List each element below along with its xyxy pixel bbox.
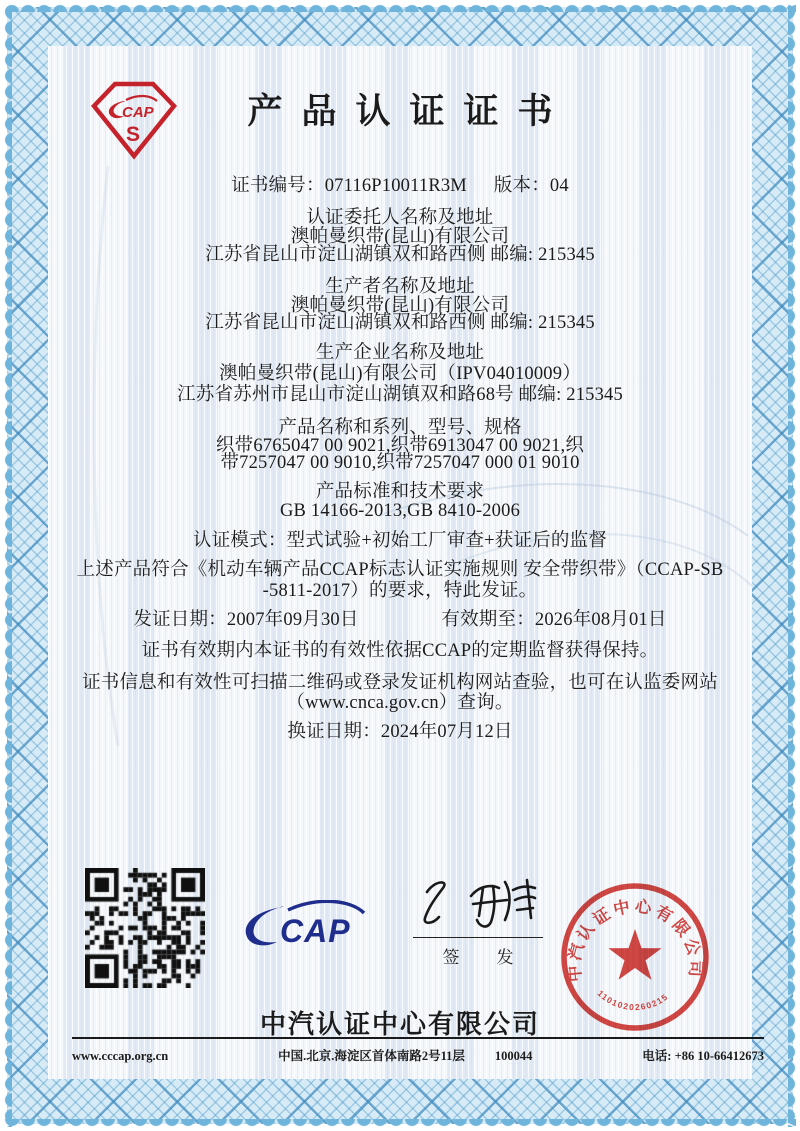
standards-value: GB 14166-2013,GB 8410-2006 xyxy=(279,501,521,521)
border-scallop-bottom xyxy=(4,1119,796,1128)
seal-star xyxy=(608,929,661,980)
product-models-1: 织带6765047 00 9021,织带6913047 00 9021,织 xyxy=(215,436,585,456)
applicant-name: 澳帕曼织带(昆山)有限公司 xyxy=(290,227,510,247)
valid-until: 有效期至：2026年08月01日 xyxy=(441,610,667,630)
company-seal xyxy=(556,877,714,1035)
seal-serial-text: 1101020260215 xyxy=(595,988,671,1013)
ccap-s-diamond-icon xyxy=(88,76,180,162)
version-label: 版本： xyxy=(493,176,550,196)
seal-company-text: 中汽认证中心有限公司 xyxy=(564,896,706,983)
handwritten-signature xyxy=(413,872,553,934)
mark-letter-s: S xyxy=(126,123,141,146)
factory-address: 江苏省苏州市昆山市淀山湖镇双和路68号 邮编: 215345 xyxy=(177,385,623,405)
compliance-line-2: -5811-2017）的要求，特此发证。 xyxy=(262,581,538,601)
certification-mode: 认证模式：型式试验+初始工厂审查+获证后的监督 xyxy=(193,531,607,551)
mini-ccap-text: CAP xyxy=(122,104,154,121)
mini-overline xyxy=(126,96,157,101)
border-scallop-right xyxy=(788,4,797,1127)
issuer-address: 中国.北京.海淀区首体南路2号11层 xyxy=(278,1049,465,1063)
dates-line xyxy=(48,610,752,631)
qr-code xyxy=(85,868,205,988)
footer-divider xyxy=(72,1037,764,1039)
signature-strokes xyxy=(425,880,535,926)
verify-line-2: （www.cnca.gov.cn）查询。 xyxy=(286,693,514,713)
product-models-2: 带7257047 00 9010,织带7257047 000 01 9010 xyxy=(220,453,580,473)
border-scallop-left xyxy=(3,4,12,1127)
product-heading: 产品名称和系列、型号、规格 xyxy=(278,418,522,438)
issuer-postcode: 100044 xyxy=(494,1049,533,1063)
page-title: 产品认证证书 xyxy=(247,92,572,131)
renewal-date: 换证日期：2024年07月12日 xyxy=(287,722,513,742)
logo-overline xyxy=(288,901,364,913)
border-scallop-top xyxy=(4,3,796,12)
factory-name: 澳帕曼织带(昆山)有限公司（IPV04010009） xyxy=(219,364,581,384)
logo-text: CAP xyxy=(280,913,351,949)
producer-name: 澳帕曼织带(昆山)有限公司 xyxy=(290,296,510,316)
issuer-phone: 电话: +86 10-66412673 xyxy=(642,1049,764,1063)
maintenance-note: 证书有效期内本证书的有效性依据CCAP的定期监督获得保持。 xyxy=(141,641,659,661)
ccap-logo xyxy=(236,900,376,952)
logo-swoosh-c xyxy=(246,906,284,945)
compliance-line-1: 上述产品符合《机动车辆产品CCAP标志认证实施规则 安全带织带》（CCAP-SB xyxy=(76,560,724,580)
version-value: 04 xyxy=(549,176,569,196)
issuer-website: www.cccap.org.cn xyxy=(72,1049,169,1063)
issue-date: 发证日期：2007年09月30日 xyxy=(133,610,359,630)
applicant-address: 江苏省昆山市淀山湖镇双和路西侧 邮编: 215345 xyxy=(205,245,595,265)
signature-label: 签 发 xyxy=(442,948,524,967)
factory-heading: 生产企业名称及地址 xyxy=(315,343,485,363)
cert-number-label: 证书编号： xyxy=(231,176,325,196)
verify-line-1: 证书信息和有效性可扫描二维码或登录发证机构网站查验，也可在认监委网站 xyxy=(82,673,718,693)
producer-address: 江苏省昆山市淀山湖镇双和路西侧 邮编: 215345 xyxy=(205,313,595,333)
issuer-address-group xyxy=(274,1046,536,1064)
issuer-company-name: 中汽认证中心有限公司 xyxy=(259,1009,540,1039)
signature-line xyxy=(413,937,543,938)
footer-info-row xyxy=(72,1046,764,1064)
seal-serial-arc xyxy=(595,988,670,1012)
cert-number-value: 07116P10011R3M xyxy=(324,176,467,196)
seal-graphic xyxy=(556,877,714,1035)
producer-heading: 生产者名称及地址 xyxy=(325,277,475,297)
certificate-number-line xyxy=(48,176,752,197)
standards-heading: 产品标准和技术要求 xyxy=(315,482,485,502)
applicant-heading: 认证委托人名称及地址 xyxy=(306,208,494,228)
